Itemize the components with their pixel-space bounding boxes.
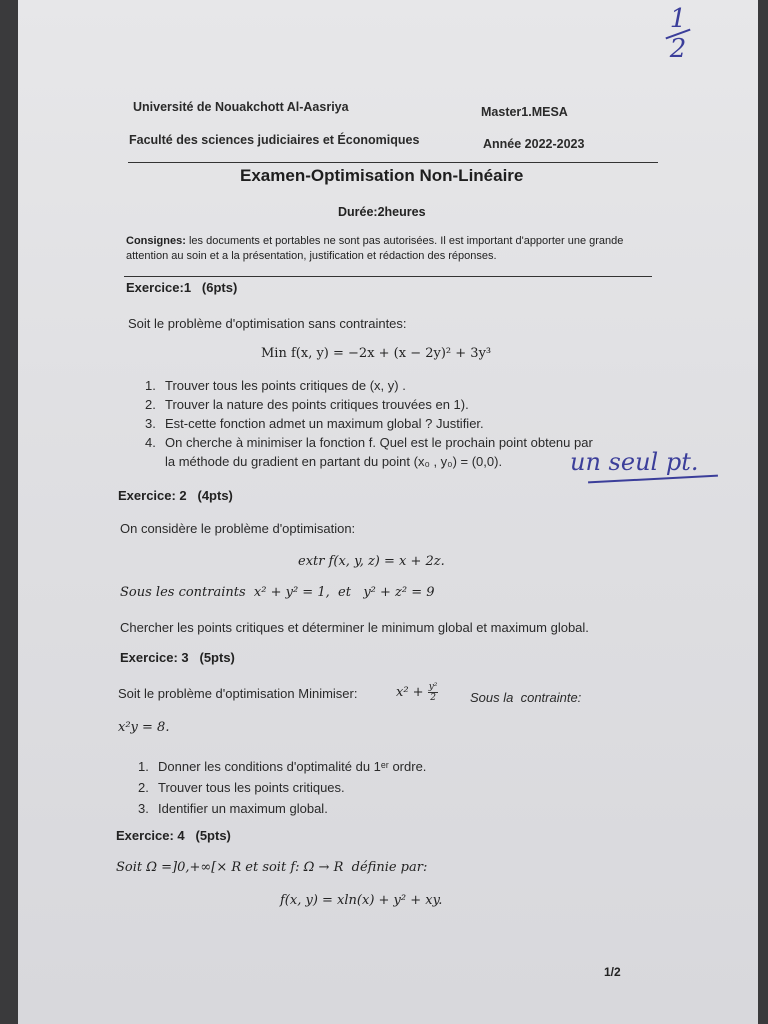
list-item: 2. Trouver tous les points critiques. bbox=[138, 780, 345, 795]
page-footer: 1/2 bbox=[604, 965, 621, 979]
instructions-line2: attention au soin et a la présentation, justification et rédaction des réponses. bbox=[126, 250, 497, 262]
list-item: 3. Identifier un maximum global. bbox=[138, 801, 328, 816]
program-name: Master1.MESA bbox=[481, 105, 568, 119]
page-note-denominator: 2 bbox=[669, 34, 687, 64]
list-item: 3. Est-cette fonction admet un maximum global ? Justifier. bbox=[145, 416, 484, 431]
header-divider bbox=[128, 162, 658, 163]
exercise2-constraints: Sous les contraints x² + y² = 1, et y² + z² = 9 bbox=[120, 585, 435, 600]
university-name: Université de Nouakchott Al-Aasriya bbox=[133, 100, 349, 114]
academic-year: Année 2022-2023 bbox=[483, 137, 585, 151]
instructions-line1: les documents et portables ne sont pas autorisées. Il est important d'apporter une grande bbox=[188, 235, 624, 247]
instructions bbox=[126, 234, 623, 264]
exam-title: Examen-Optimisation Non-Linéaire bbox=[240, 166, 524, 185]
exercise4-intro: Soit Ω =]0,+∞[× R et soit f: Ω → R définie par: bbox=[116, 860, 428, 875]
exam-duration: Durée:2heures bbox=[338, 205, 426, 219]
exam-page bbox=[18, 0, 758, 1024]
exercise2-formula: extr f(x, y, z) = x + 2z. bbox=[298, 554, 445, 569]
exercise2-heading: Exercice: 2 (4pts) bbox=[118, 488, 233, 503]
exercise2-intro: On considère le problème d'optimisation: bbox=[120, 521, 356, 536]
exercise4-formula: f(x, y) = xln(x) + y² + xy. bbox=[280, 893, 443, 908]
exercise3-list bbox=[138, 756, 426, 819]
list-item: 1. Donner les conditions d'optimalité du 1ᵉʳ ordre. bbox=[138, 759, 427, 774]
exercise3-constraint-label: Sous la contrainte: bbox=[470, 690, 582, 705]
exercise3-intro: Soit le problème d'optimisation Minimiser: bbox=[118, 686, 358, 701]
handwritten-note: un seul pt. bbox=[570, 448, 699, 476]
list-item: 4. On cherche à minimiser la fonction f. Quel est le prochain point obtenu par bbox=[145, 435, 593, 450]
exercise1-intro: Soit le problème d'optimisation sans contraintes: bbox=[128, 316, 407, 331]
list-item: 1. Trouver tous les points critiques de (x, y) . bbox=[145, 378, 406, 393]
exercise3-heading: Exercice: 3 (5pts) bbox=[120, 650, 235, 665]
page-note-numerator: 1 bbox=[669, 4, 687, 34]
faculty-name: Faculté des sciences judiciaires et Économiques bbox=[129, 133, 420, 147]
exercise2-task: Chercher les points critiques et déterminer le minimum global et maximum global. bbox=[120, 620, 589, 635]
list-item: 2. Trouver la nature des points critiques trouvées en 1). bbox=[145, 397, 469, 412]
handwritten-page-number bbox=[658, 6, 698, 62]
exercise1-formula: Min f(x, y) = −2x + (x − 2y)² + 3y³ bbox=[261, 346, 492, 361]
exercise1-list bbox=[145, 376, 593, 471]
objective-fraction: $\frac{\text{y²}}{2}$ bbox=[428, 682, 438, 703]
exercise3-objective bbox=[396, 682, 438, 703]
instructions-divider bbox=[124, 276, 652, 277]
exercise1-heading: Exercice:1 (6pts) bbox=[126, 280, 238, 295]
exercise4-heading: Exercice: 4 (5pts) bbox=[116, 828, 231, 843]
objective-lead: x² + bbox=[396, 685, 424, 700]
exercise3-constraint: x²y = 8. bbox=[118, 720, 170, 735]
list-item-continuation: la méthode du gradient en partant du point (x₀ , y₀) = (0,0). bbox=[165, 454, 503, 469]
instructions-label: Consignes: bbox=[126, 235, 186, 247]
